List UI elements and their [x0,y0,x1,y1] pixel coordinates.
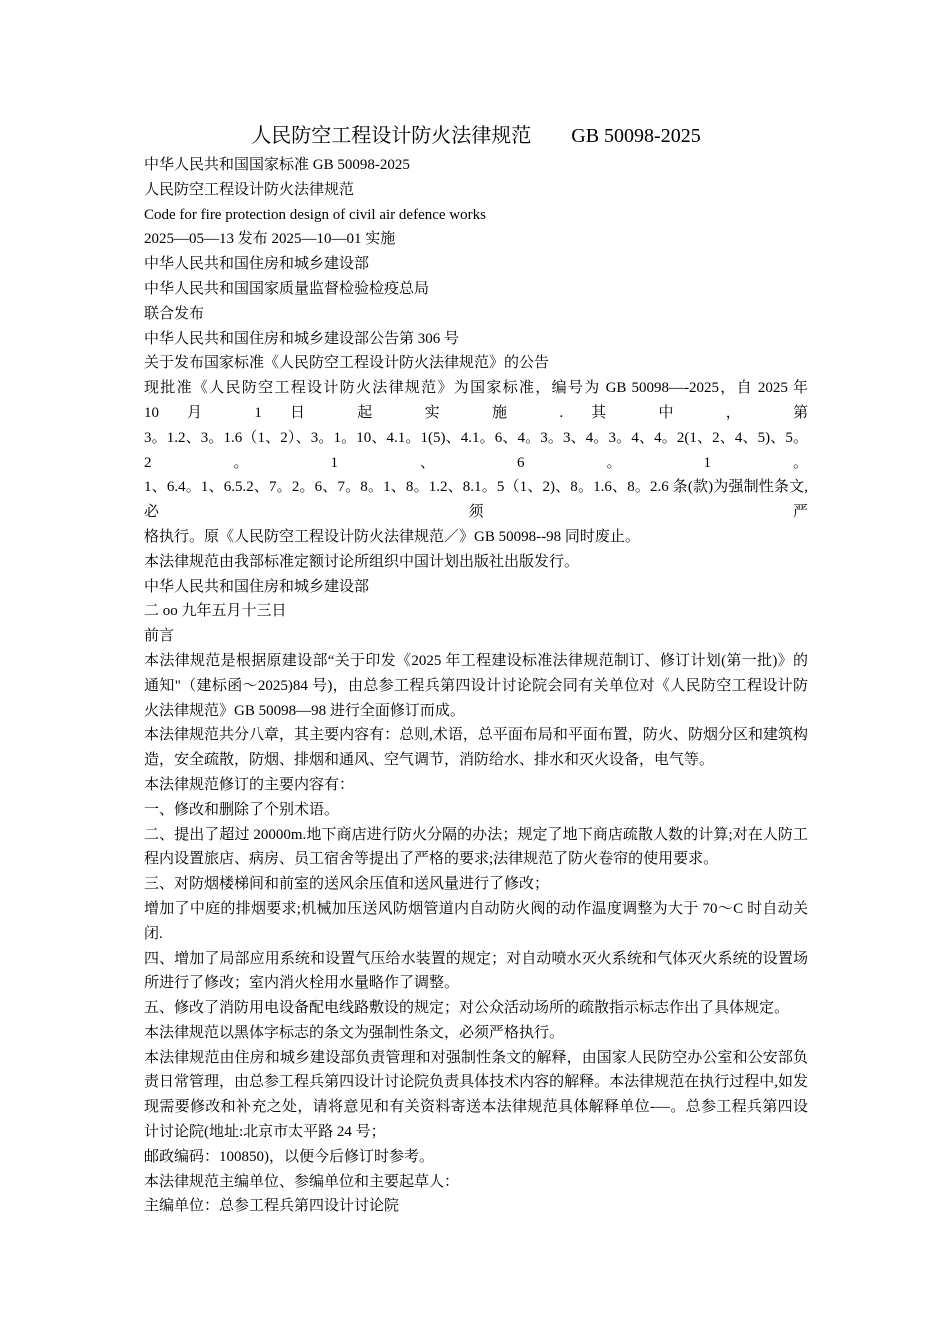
token: 其 [591,404,631,421]
english-title: Code for fire protection design of civil air defence works [144,206,486,223]
token: 日 [289,404,330,421]
token: 1 [254,404,262,421]
announcement-line-2 [144,401,808,426]
announcement-line-4: 1、6.4。1、6.5.2、7。2。6、7。8。1、8。1.2、8.1。5（1、2)、8。1.6、8。2.6 条(款)为强制性条文,必须严 [144,479,808,521]
publisher-line: 本法律规范由我部标准定额讨论所组织中国计划出版社出版发行。 [144,553,580,570]
preface-paragraph: 本法律规范共分八章，其主要内容有：总则,术语，总平面布局和平面布置，防火、防烟分区和建筑构造，安全疏散，防烟、排烟和通风、空气调节，消防给水、排水和灭火设备，电气等。 [144,727,808,769]
revision-item: 一、修改和删除了个别术语。 [144,801,340,818]
standard-label: 中华人民共和国国家标准 GB 50098-2025 [144,157,410,173]
joint-release: 联合发布 [144,305,205,322]
revision-item: 增加了中庭的排烟要求;机械加压送风防烟管道内自动防火阀的动作温度调整为大于 70～C 时自动关闭. [144,900,808,942]
token: . [559,404,564,421]
document-title: 人民防空工程设计防火法律规范 GB 50098-2025 [251,125,701,147]
issuer-1: 中华人民共和国住房和城乡建设部 [144,256,370,273]
announcement-line-3: 3。1.2、3。1.6（1、2）、3。1。10、4.1。1(5)、4.1。6、4。3。3、4。3。4、4。2(1、2、4、5)、5。2。1、6。1。 [144,429,808,471]
document-page [144,120,808,1219]
preface-heading: 前言 [144,628,175,645]
dates-line: 2025—05—13 发布 2025—10—01 实施 [144,231,396,248]
revision-item: 三、对防烟楼梯间和前室的送风余压值和送风量进行了修改； [144,876,550,893]
preface-paragraph: 本法律规范主编单位、参编单位和主要起草人： [144,1173,460,1190]
announcement-number: 中华人民共和国住房和城乡建设部公告第 306 号 [144,330,460,347]
token: 月 [187,404,227,421]
preface-paragraph: 本法律规范以黑体字标志的条文为强制性条文，必须严格执行。 [144,1024,565,1041]
token: ， [725,404,766,421]
announcement-line-1: 现批准《人民防空工程设计防火法律规范》为国家标准，编号为 GB 50098—-2025，自 2025 年 [144,380,808,397]
announcement-title: 关于发布国家标准《人民防空工程设计防火法律规范》的公告 [144,355,550,372]
revision-item: 四、增加了局部应用系统和设置气压给水装置的规定；对自动喷水灭火系统和气体灭火系统的设置场所进行了修改；室内消火栓用水量略作了调整。 [144,950,808,992]
token: 10 [144,404,159,421]
token: 实 [424,404,464,421]
announcement-line-5: 格执行。原《人民防空工程设计防火法律规范／》GB 50098--98 同时废止。 [144,528,640,545]
revision-item: 五、修改了消防用电设备配电线路敷设的规定；对公众活动场所的疏散指示标志作出了具体规定。 [144,1000,790,1017]
token: 施 [491,404,532,421]
revision-item: 二、提出了超过 20000m.地下商店进行防火分隔的办法；规定了地下商店疏散人数的计算;对在人防工程内设置旅店、病房、员工宿舍等提出了严格的要求;法律规范了防火卷帘的使用要求。 [144,826,808,868]
preface-paragraph: 本法律规范修订的主要内容有： [144,776,355,793]
preface-paragraph: 主编单位：总参工程兵第四设计讨论院 [144,1198,400,1215]
issuer-2: 中华人民共和国国家质量监督检验检疫总局 [144,280,430,297]
ministry-signature: 中华人民共和国住房和城乡建设部 [144,578,370,595]
token: 起 [357,404,397,421]
preface-paragraph: 本法律规范是根据原建设部“关于印发《2025 年工程建设标准法律规范制订、修订计划(第一批)》的通知"（建标函～2025)84 号)，由总参工程兵第四设计讨论院会同有关单位对《人民防空工程设计防火法律规范》GB 50098—98 进行全面修订而成。 [144,652,808,719]
preface-paragraph: 邮政编码：100850)，以便今后修订时参考。 [144,1148,434,1165]
token: 中 [658,404,698,421]
token: 第 [793,404,809,421]
chinese-title: 人民防空工程设计防火法律规范 [144,181,355,198]
signature-date: 二 oo 九年五月十三日 [144,603,287,620]
preface-paragraph: 本法律规范由住房和城乡建设部负责管理和对强制性条文的解释，由国家人民防空办公室和公安部负责日常管理，由总参工程兵第四设计讨论院负责具体技术内容的解释。本法律规范在执行过程中,如发现需要修改和补充之处，请将意见和有关资料寄送本法律规范具体解释单位-—。总参工程兵第四设计讨论院(地址:北京市太平路 24 号； [144,1049,808,1141]
